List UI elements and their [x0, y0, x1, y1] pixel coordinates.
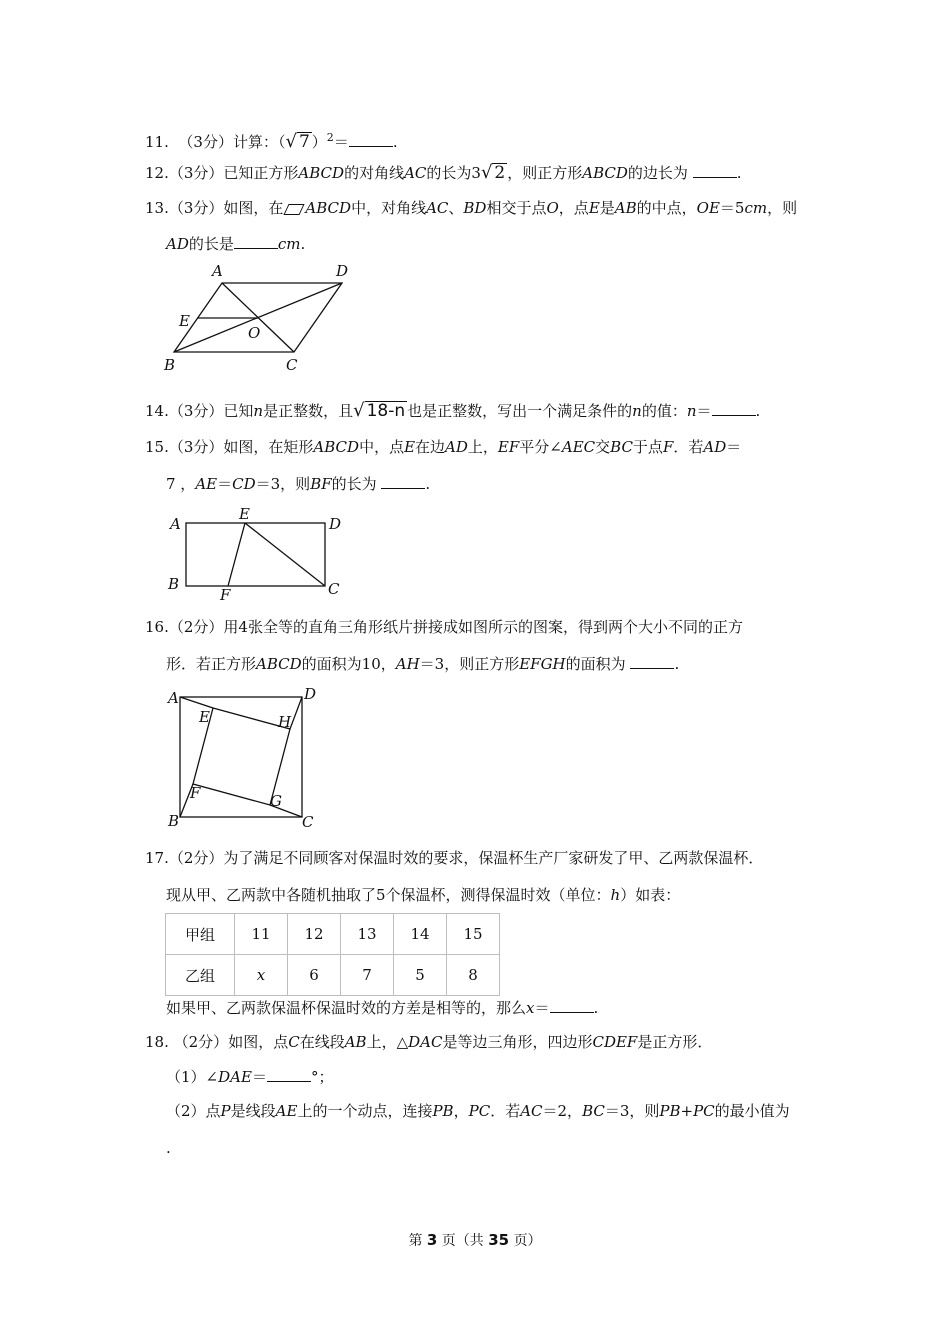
answer-blank[interactable] [234, 234, 278, 249]
question-18-part1: （1）∠DAE＝ °； [166, 1068, 334, 1086]
label-g: G [270, 792, 282, 810]
answer-blank[interactable] [693, 163, 737, 178]
question-11: 11. （3分）计算：（√ 7 ）$^2$＝ . [145, 131, 398, 152]
table-row: 乙组 x 6 7 5 8 [166, 955, 500, 996]
label-d: D [304, 685, 317, 703]
label-e: E [239, 505, 250, 523]
answer-blank[interactable] [712, 401, 756, 416]
question-17-line3: 如果甲、乙两款保温杯保温时效的方差是相等的，那么x＝ . [166, 999, 599, 1017]
label-c: C [302, 813, 314, 831]
square-figure [160, 683, 330, 833]
label-a: A [170, 515, 181, 533]
question-13: 13.（3分）如图，在 ABCD中，对角线AC、BD相交于点O，点E是AB的中点，OE＝5cm，则 [145, 199, 798, 217]
label-e: E [179, 312, 190, 330]
label-c: C [328, 580, 340, 598]
rectangle-figure [160, 505, 360, 605]
label-c: C [286, 356, 298, 374]
label-b: B [164, 356, 176, 374]
label-f: F [220, 586, 231, 604]
parallelogram-symbol [284, 204, 305, 215]
answer-blank[interactable] [381, 474, 425, 489]
label-e: E [199, 708, 210, 726]
question-17-line2: 现从甲、乙两款中各随机抽取了5个保温杯，测得保温时效（单位：h）如表： [166, 886, 681, 904]
answer-blank[interactable] [349, 132, 393, 147]
question-18-part2-end: . [166, 1139, 171, 1157]
parallelogram-figure [160, 260, 360, 378]
question-18-part2: （2）点P是线段AE上的一个动点，连接PB，PC．若AC＝2，BC＝3，则PB+PC的最小值为 [166, 1102, 790, 1120]
table-row: 甲组 11 12 13 14 15 [166, 914, 500, 955]
label-f: F [190, 784, 201, 802]
label-h: H [278, 713, 292, 731]
question-13-line2: AD的长是 cm. [166, 235, 306, 253]
question-12: 12.（3分）已知正方形ABCD的对角线AC的长为3√ 2 ，则正方形ABCD的边长为 . [145, 162, 742, 183]
label-d: D [329, 515, 342, 533]
answer-blank[interactable] [550, 998, 594, 1013]
label-o: O [248, 324, 261, 342]
sqrt-7: √ 7 [285, 131, 310, 152]
data-table [165, 913, 500, 996]
question-15: 15.（3分）如图，在矩形ABCD中，点E在边AD上，EF平分∠AEC交BC于点F．若AD＝ [145, 438, 742, 456]
answer-blank[interactable] [267, 1067, 311, 1082]
question-16: 16.（2分）用4张全等的直角三角形纸片拼接成如图所示的图案，得到两个大小不同的正方 [145, 618, 743, 636]
question-14: 14.（3分）已知n是正整数，且√ 18-n 也是正整数，写出一个满足条件的n的值：n＝ . [145, 400, 761, 421]
label-b: B [168, 812, 180, 830]
question-16-line2: 形．若正方形ABCD的面积为10，AH＝3，则正方形EFGH的面积为 . [166, 655, 680, 673]
sqrt-2: √ 2 [480, 162, 506, 183]
label-d: D [336, 262, 349, 280]
page-footer: 第 3 页（共 35 页） [408, 1231, 542, 1249]
sqrt-18-n: √ 18-n [353, 400, 406, 421]
label-b: B [168, 575, 180, 593]
question-17: 17.（2分）为了满足不同顾客对保温时效的要求，保温杯生产厂家研发了甲、乙两款保温杯． [145, 849, 764, 867]
question-18: 18. （2分）如图，点C在线段AB上，△DAC是等边三角形，四边形CDEF是正方形． [145, 1033, 713, 1051]
answer-blank[interactable] [630, 654, 674, 669]
label-a: A [212, 262, 223, 280]
label-a: A [168, 689, 179, 707]
question-15-line2: 7 ，AE＝CD＝3，则BF的长为 . [166, 475, 431, 493]
